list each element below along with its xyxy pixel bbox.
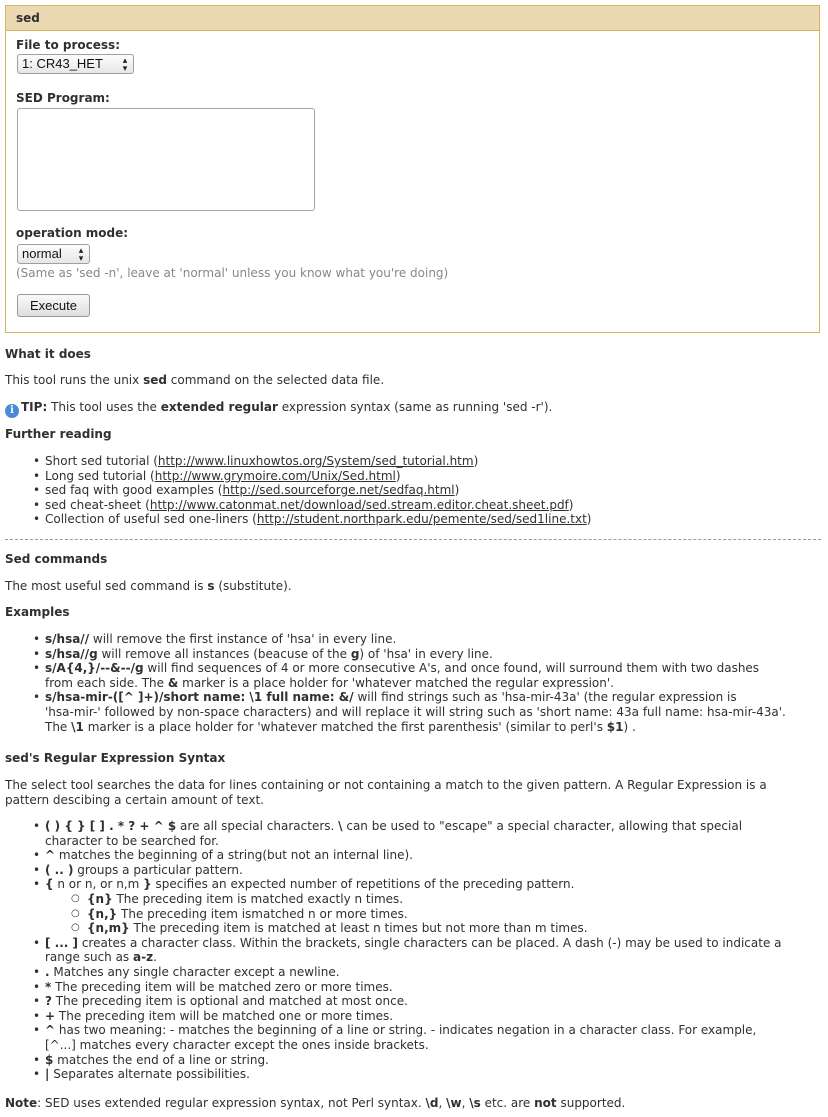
mode-help-text: (Same as 'sed -n', leave at 'normal' unless you know what you're doing) [16,266,449,280]
list-item: ○ {n} The preceding item is matched exactly n times. [5,892,820,907]
list-item: • ( .. ) groups a particular pattern. [5,863,820,878]
list-item: • [ ... ] creates a character class. Within the brackets, single characters can be placed. A dash (-) may be used to indicate a range such as a-z. [5,936,820,965]
examples-list [5,632,820,734]
link-sed-faq[interactable]: http://sed.sourceforge.net/sedfaq.html [222,483,455,498]
tool-form [5,5,820,333]
link-one-liners[interactable]: http://student.northpark.edu/pemente/sed/sed1line.txt [256,512,587,527]
list-item: • Long sed tutorial (http://www.grymoire.com/Unix/Sed.html) [5,469,591,484]
list-item: ○ {n,m} The preceding item is matched at least n times but not more than m times. [5,921,820,936]
list-item: • ^ matches the beginning of a string(but not an internal line). [5,848,820,863]
sed-commands-heading: Sed commands [5,552,108,566]
list-item: • * The preceding item will be matched zero or more times. [5,980,820,995]
list-item: • { n or n, or n,m } specifies an expected number of repetitions of the preceding pattern. [5,877,820,892]
mode-select[interactable] [17,244,90,264]
list-item: • Short sed tutorial (http://www.linuxhowtos.org/System/sed_tutorial.htm) [5,454,591,469]
link-long-tutorial[interactable]: http://www.grymoire.com/Unix/Sed.html [154,468,396,483]
updown-arrows-icon: ▴ ▾ [122,55,128,73]
regex-list [5,819,820,1082]
sed-commands-text: The most useful sed command is s (substitute). [5,579,292,593]
note-text: Note: SED uses extended regular expression syntax, not Perl syntax. \d, \w, \s etc. are not supported. [5,1096,626,1110]
file-select[interactable] [17,54,134,74]
list-item: • s/hsa-mir-([^ ]+)/short name: \1 full name: &/ will find strings such as 'hsa-mir-43a' (the regular expression is 'hsa-mir-' followed by non-space characters) and will replace it will string such as 'short name: 43a full name: hsa-mir-43a'. The \1 marker is a place holder for 'whatever matched the first parenthesis' (similar to perl's $1) . [5,690,820,734]
divider [5,539,821,540]
link-cheat-sheet[interactable]: http://www.catonmat.net/download/sed.stream.editor.cheat.sheet.pdf [149,497,569,512]
file-select-value: 1: CR43_HET [22,56,103,71]
list-item: ○ {n,} The preceding item ismatched n or more times. [5,907,820,922]
list-item: • . Matches any single character except a newline. [5,965,820,980]
tool-title: sed [6,6,819,31]
list-item: • s/hsa//g will remove all instances (beacuse of the g) of 'hsa' in every line. [5,647,820,662]
updown-arrows-icon: ▴ ▾ [78,245,84,263]
link-short-tutorial[interactable]: http://www.linuxhowtos.org/System/sed_tutorial.htm [157,454,474,468]
list-item: • s/A{4,}/--&--/g will find sequences of 4 or more consecutive A's, and once found, will surround them with two dashes from each side. The & marker is a place holder for 'whatever matched the regular expression'. [5,661,820,690]
further-reading-list [5,454,591,527]
mode-label: operation mode: [16,226,129,240]
what-it-does-text: This tool runs the unix sed command on the selected data file. [5,373,385,387]
file-label: File to process: [16,38,120,52]
regex-heading: sed's Regular Expression Syntax [5,751,226,765]
list-item: • sed faq with good examples (http://sed.sourceforge.net/sedfaq.html) [5,483,591,498]
examples-heading: Examples [5,605,70,619]
execute-button[interactable]: Execute [17,294,90,317]
program-label: SED Program: [16,91,110,105]
list-item: • $ matches the end of a line or string. [5,1053,820,1068]
tip-line: i TIP: This tool uses the extended regular expression syntax (same as running 'sed -r'). [5,400,552,418]
list-item: • s/hsa// will remove the first instance of 'hsa' in every line. [5,632,820,647]
list-item: • ( ) { } [ ] . * ? + ^ $ are all special characters. \ can be used to "escape" a special character, allowing that special character to be searched for. [5,819,820,848]
list-item: • sed cheat-sheet (http://www.catonmat.net/download/sed.stream.editor.cheat.sheet.pdf) [5,498,591,513]
info-icon: i [5,404,19,418]
list-item: • + The preceding item will be matched one or more times. [5,1009,820,1024]
sed-program-textarea[interactable] [17,108,315,211]
list-item: • ? The preceding item is optional and matched at most once. [5,994,820,1009]
list-item: • | Separates alternate possibilities. [5,1067,820,1082]
list-item: • ^ has two meaning: - matches the beginning of a line or string. - indicates negation in a character class. For example, [^...] matches every character except the ones inside brackets. [5,1023,820,1052]
list-item: • Collection of useful sed one-liners (http://student.northpark.edu/pemente/sed/sed1line.txt) [5,512,591,527]
what-it-does-heading: What it does [5,347,91,361]
further-reading-heading: Further reading [5,427,112,441]
mode-select-value: normal [22,246,62,261]
regex-intro: The select tool searches the data for lines containing or not containing a match to the given pattern. A Regular Expression is a pattern descibing a certain amount of text. [5,778,767,807]
